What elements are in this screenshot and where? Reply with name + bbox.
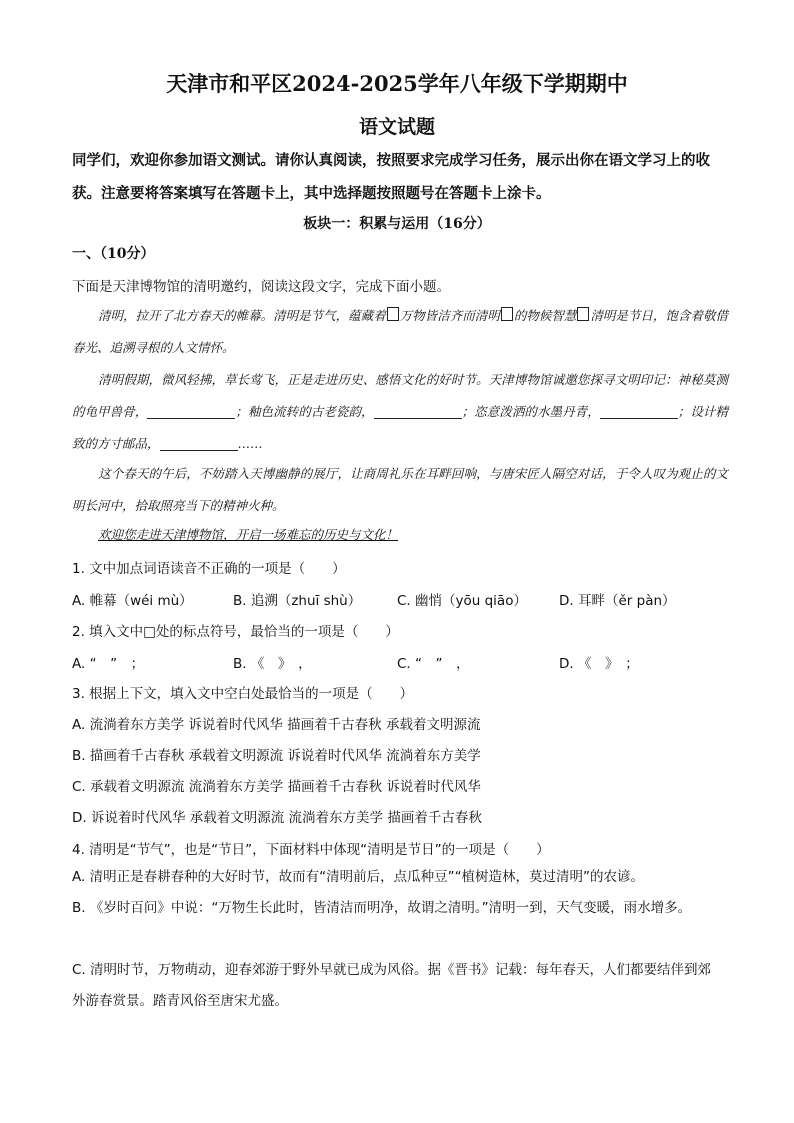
question-2-option-d: D. 《 》 ； xyxy=(559,656,639,672)
question-1-option-d: D. 耳畔（ěr pàn） xyxy=(559,593,676,609)
intro-instructions: 同学们，欢迎你参加语文测试。请你认真阅读，按照要求完成学习任务，展示出你在语文学习上的收获。注意要将答案填写在答题卡上，其中选择题按照题号在答题卡上涂卡。 xyxy=(72,152,710,202)
fill-blank xyxy=(374,404,462,419)
question-1-stem: 1. 文中加点词语读音不正确的一项是（ ） xyxy=(72,561,346,577)
question-1-option-b: B. 追溯（zhuī shù） xyxy=(233,593,362,609)
part-heading: 一、（10分） xyxy=(72,246,155,262)
question-3-option-c: C. 承载着文明源流 流淌着东方美学 描画着千古春秋 诉说着时代风华 xyxy=(72,779,481,795)
passage-paragraph-2: 清明假期，微风轻拂，草长莺飞，正是走进历史、感悟文化的好时节。天津博物馆诚邀您探寻文明印记：神秘莫测的龟甲兽骨， ；釉色流转的古老瓷韵， ；恣意泼洒的水墨丹青， ；设计精致的方寸邮品， …… xyxy=(72,372,728,451)
fill-blank xyxy=(160,436,238,451)
question-4-option-b: B. 《岁时百问》中说：“万物生长此时，皆清洁而明净，故谓之清明。”清明一到，天气变暖，雨水增多。 xyxy=(72,900,692,916)
question-3-option-b: B. 描画着千古春秋 承载着文明源流 诉说着时代风华 流淌着东方美学 xyxy=(72,748,481,764)
passage-paragraph-3: 这个春天的午后，不妨踏入天博幽静的展厅，让商周礼乐在耳畔回响，与唐宋匠人隔空对话，于令人叹为观止的文明长河中，拾取照亮当下的精神火种。 xyxy=(72,466,728,513)
question-4-option-c: C. 清明时节，万物萌动，迎春郊游于野外早就已成为风俗。据《晋书》记载：每年春天，人们都要结伴到郊外游春赏景。踏青风俗至唐宋尤盛。 xyxy=(72,962,712,1009)
question-4-stem: 4. 清明是“节气”，也是“节日”，下面材料中体现“清明是节日”的一项是（ ） xyxy=(72,842,550,858)
question-2-stem: 2. 填入文中□处的标点符号，最恰当的一项是（ ） xyxy=(72,624,399,640)
question-2-option-c: C. “ ” ， xyxy=(397,656,470,672)
question-2-option-a: A. “ ” ； xyxy=(72,656,145,672)
question-2-option-b: B. 《 》 ， xyxy=(233,656,312,672)
question-1-option-a: A. 帷幕（wéi mù） xyxy=(72,593,193,609)
punctuation-box xyxy=(501,307,513,321)
page-title: 天津市和平区2024-2025学年八年级下学期期中 xyxy=(166,71,628,96)
passage-closing: 欢迎您走进天津博物馆，开启一场难忘的历史与文化！ xyxy=(98,527,399,542)
punctuation-box xyxy=(387,307,399,321)
question-3-option-a: A. 流淌着东方美学 诉说着时代风华 描画着千古春秋 承载着文明源流 xyxy=(72,717,481,733)
passage-paragraph-1: 清明，拉开了北方春天的帷幕。清明是节气，蕴藏着 万物皆洁齐而清明 的物候智慧 清明是节日，饱含着敬借春光、追溯寻根的人文情怀。 xyxy=(72,308,728,355)
question-4-option-a: A. 清明正是春耕春种的大好时节，故而有“清明前后，点瓜种豆”“植树造林，莫过清明”的农谚。 xyxy=(72,869,645,885)
question-3-option-d: D. 诉说着时代风华 承载着文明源流 流淌着东方美学 描画着千古春秋 xyxy=(72,810,482,826)
passage-lead: 下面是天津博物馆的清明邀约，阅读这段文字，完成下面小题。 xyxy=(72,279,450,295)
fill-blank xyxy=(147,404,235,419)
fill-blank xyxy=(600,404,678,419)
question-3-stem: 3. 根据上下文，填入文中空白处最恰当的一项是（ ） xyxy=(72,686,414,702)
punctuation-box xyxy=(577,307,589,321)
question-1-option-c: C. 幽悄（yōu qiāo） xyxy=(397,593,527,609)
page-subtitle: 语文试题 xyxy=(358,116,435,138)
section-title: 板块一：积累与运用（16分） xyxy=(303,216,491,232)
